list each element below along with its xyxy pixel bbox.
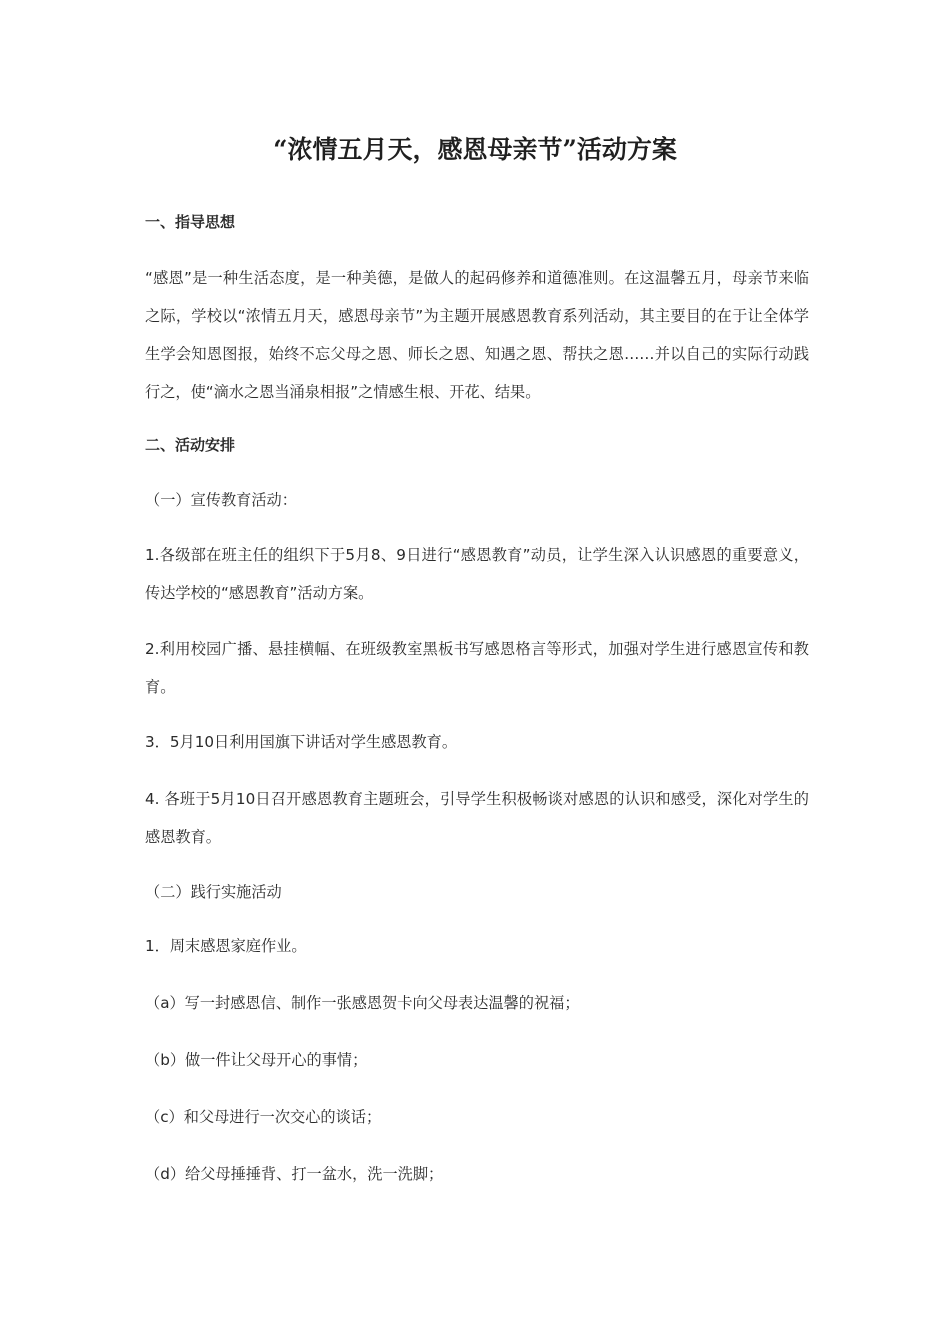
practice-item-1: 1．周末感恩家庭作业。 bbox=[145, 937, 307, 955]
section1-heading: 一、指导思想 bbox=[145, 213, 236, 231]
section2-heading: 二、活动安排 bbox=[145, 436, 236, 454]
list-item-3: 3．5月10日利用国旗下讲话对学生感恩教育。 bbox=[145, 733, 458, 751]
subsection2-heading: （二）践行实施活动 bbox=[145, 883, 282, 901]
list-item-2: 2.利用校园广播、悬挂横幅、在班级教室黑板书写感恩格言等形式，加强对学生进行感恩宣传和教育。 bbox=[145, 640, 809, 696]
homework-item-c: （c）和父母进行一次交心的谈话； bbox=[145, 1108, 382, 1126]
subsection1-heading: （一）宣传教育活动： bbox=[145, 491, 297, 509]
homework-item-a: （a）写一封感恩信、制作一张感恩贺卡向父母表达温馨的祝福； bbox=[145, 994, 580, 1012]
document-title: “浓情五月天，感恩母亲节”活动方案 bbox=[273, 135, 677, 164]
homework-item-b: （b）做一件让父母开心的事情； bbox=[145, 1051, 368, 1069]
homework-item-d: （d）给父母捶捶背、打一盆水，洗一洗脚； bbox=[145, 1165, 444, 1183]
section1-paragraph: “感恩”是一种生活态度，是一种美德，是做人的起码修养和道德准则。在这温馨五月，母亲节来临之际，学校以“浓情五月天，感恩母亲节”为主题开展感恩教育系列活动，其主要目的在于让全体学生学会知恩图报，始终不忘父母之恩、师长之恩、知遇之恩、帮扶之恩……并以自己的实际行动践行之，使“滴水之恩当涌泉相报”之情感生根、开花、结果。 bbox=[145, 269, 809, 401]
list-item-4: 4. 各班于5月10日召开感恩教育主题班会，引导学生积极畅谈对感恩的认识和感受，深化对学生的感恩教育。 bbox=[145, 790, 809, 846]
list-item-1: 1.各级部在班主任的组织下于5月8、9日进行“感恩教育”动员，让学生深入认识感恩的重要意义，传达学校的“感恩教育”活动方案。 bbox=[145, 546, 809, 602]
